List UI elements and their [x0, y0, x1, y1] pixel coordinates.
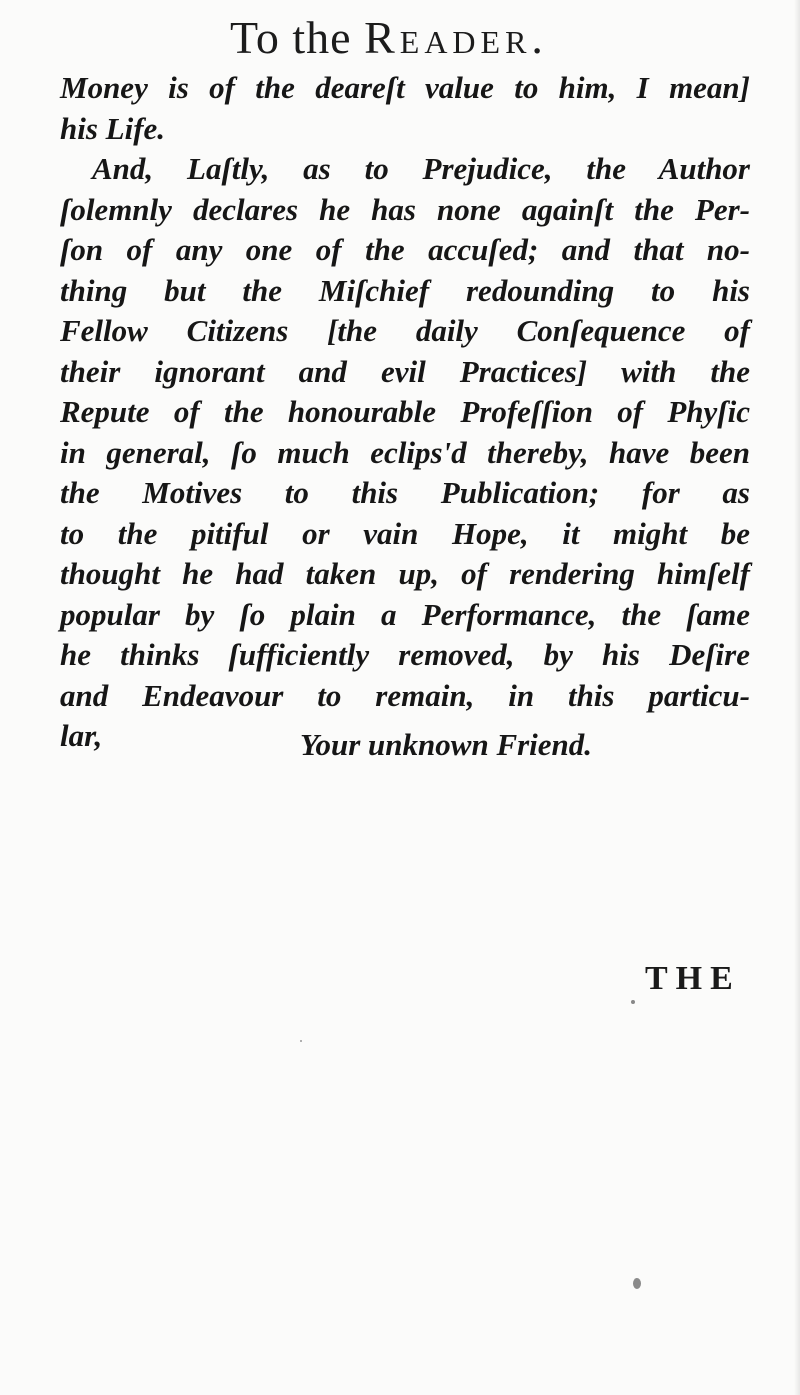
text-line: popular by ſo plain a Performance, the ſame — [60, 596, 750, 632]
signature-line: Your unknown Friend. — [300, 727, 593, 762]
running-head — [230, 10, 590, 66]
text-line: ſolemnly declares he has none againſt the Per- — [60, 191, 750, 227]
text-line: and Endeavour to remain, in this particu- — [60, 677, 750, 713]
running-head-caps: Reader. — [364, 12, 548, 63]
page-edge-shadow — [794, 0, 800, 1395]
text-line: thought he had taken up, of rendering himſelf — [60, 556, 750, 591]
body-text — [60, 68, 750, 757]
ink-speck — [631, 1000, 635, 1004]
text-line: to the pitiful or vain Hope, it might be — [60, 515, 750, 551]
catchword: THE — [645, 960, 741, 997]
text-line: he thinks ſufficiently removed, by his Deſire — [60, 637, 750, 672]
text-line: thing but the Miſchief redounding to his — [60, 272, 750, 308]
text-line: lar, — [60, 718, 103, 753]
text-line: his Life. — [60, 110, 166, 146]
ink-speck — [300, 1040, 302, 1042]
text-line: their ignorant and evil Practices] with the — [60, 353, 750, 389]
text-line: in general, ſo much eclips'd thereby, have been — [60, 434, 750, 470]
text-line: ſon of any one of the accuſed; and that no- — [60, 232, 750, 267]
running-head-prefix: To the — [230, 12, 365, 63]
text-line: Money is of the deareſt value to him, I mean] — [60, 70, 750, 105]
text-line: Fellow Citizens [the daily Conſequence of — [60, 313, 750, 348]
text-line: the Motives to this Publication; for as — [60, 475, 750, 510]
text-line: And, Laſtly, as to Prejudice, the Author — [92, 151, 750, 186]
text-line: Repute of the honourable Profeſſion of Phyſic — [60, 394, 750, 429]
ink-speck — [633, 1278, 641, 1289]
